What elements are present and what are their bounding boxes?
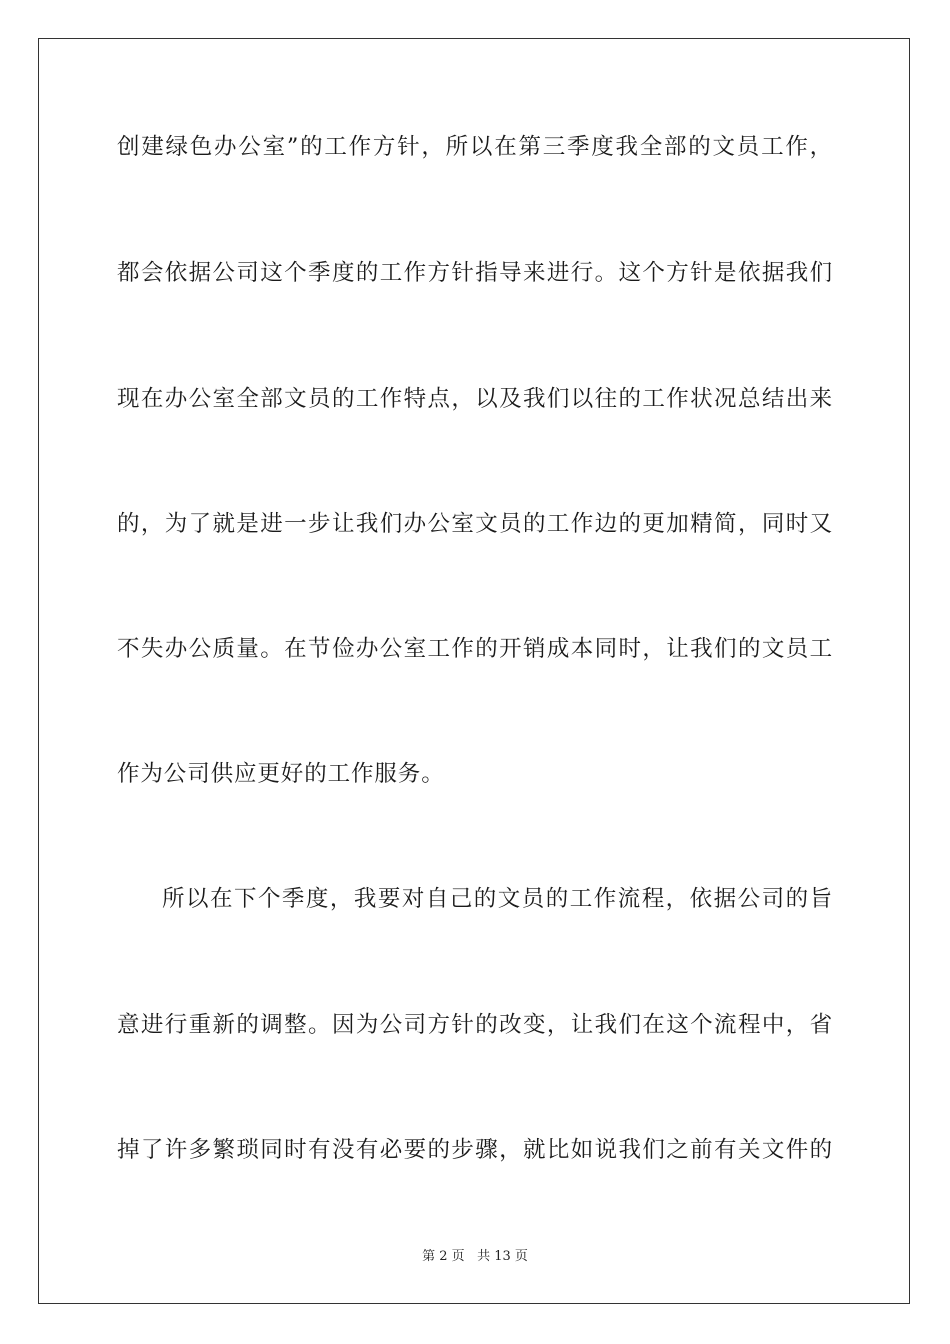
paragraph-line: 都会依据公司这个季度的工作方针指导来进行。这个方针是依据我们: [117, 260, 833, 286]
page-footer: [0, 1248, 950, 1266]
paragraph-line: 创建绿色办公室”的工作方针，所以在第三季度我全部的文员工作，: [117, 134, 833, 160]
page-total: 共 13 页: [477, 1249, 528, 1264]
paragraph-line: 所以在下个季度，我要对自己的文员的工作流程，依据公司的旨: [162, 886, 833, 912]
paragraph-line: 作为公司供应更好的工作服务。: [117, 761, 445, 787]
paragraph-line: 意进行重新的调整。因为公司方针的改变，让我们在这个流程中，省: [117, 1012, 833, 1038]
paragraph-line: 不失办公质量。在节俭办公室工作的开销成本同时，让我们的文员工: [117, 636, 833, 662]
paragraph-line: 掉了许多繁琐同时有没有必要的步骤，就比如说我们之前有关文件的: [117, 1137, 833, 1163]
page-number: 第 2 页: [422, 1249, 465, 1264]
paragraph-line: 的，为了就是进一步让我们办公室文员的工作边的更加精简，同时又: [117, 511, 833, 537]
page-border: [38, 38, 910, 1304]
paragraph-line: 现在办公室全部文员的工作特点，以及我们以往的工作状况总结出来: [117, 386, 833, 412]
